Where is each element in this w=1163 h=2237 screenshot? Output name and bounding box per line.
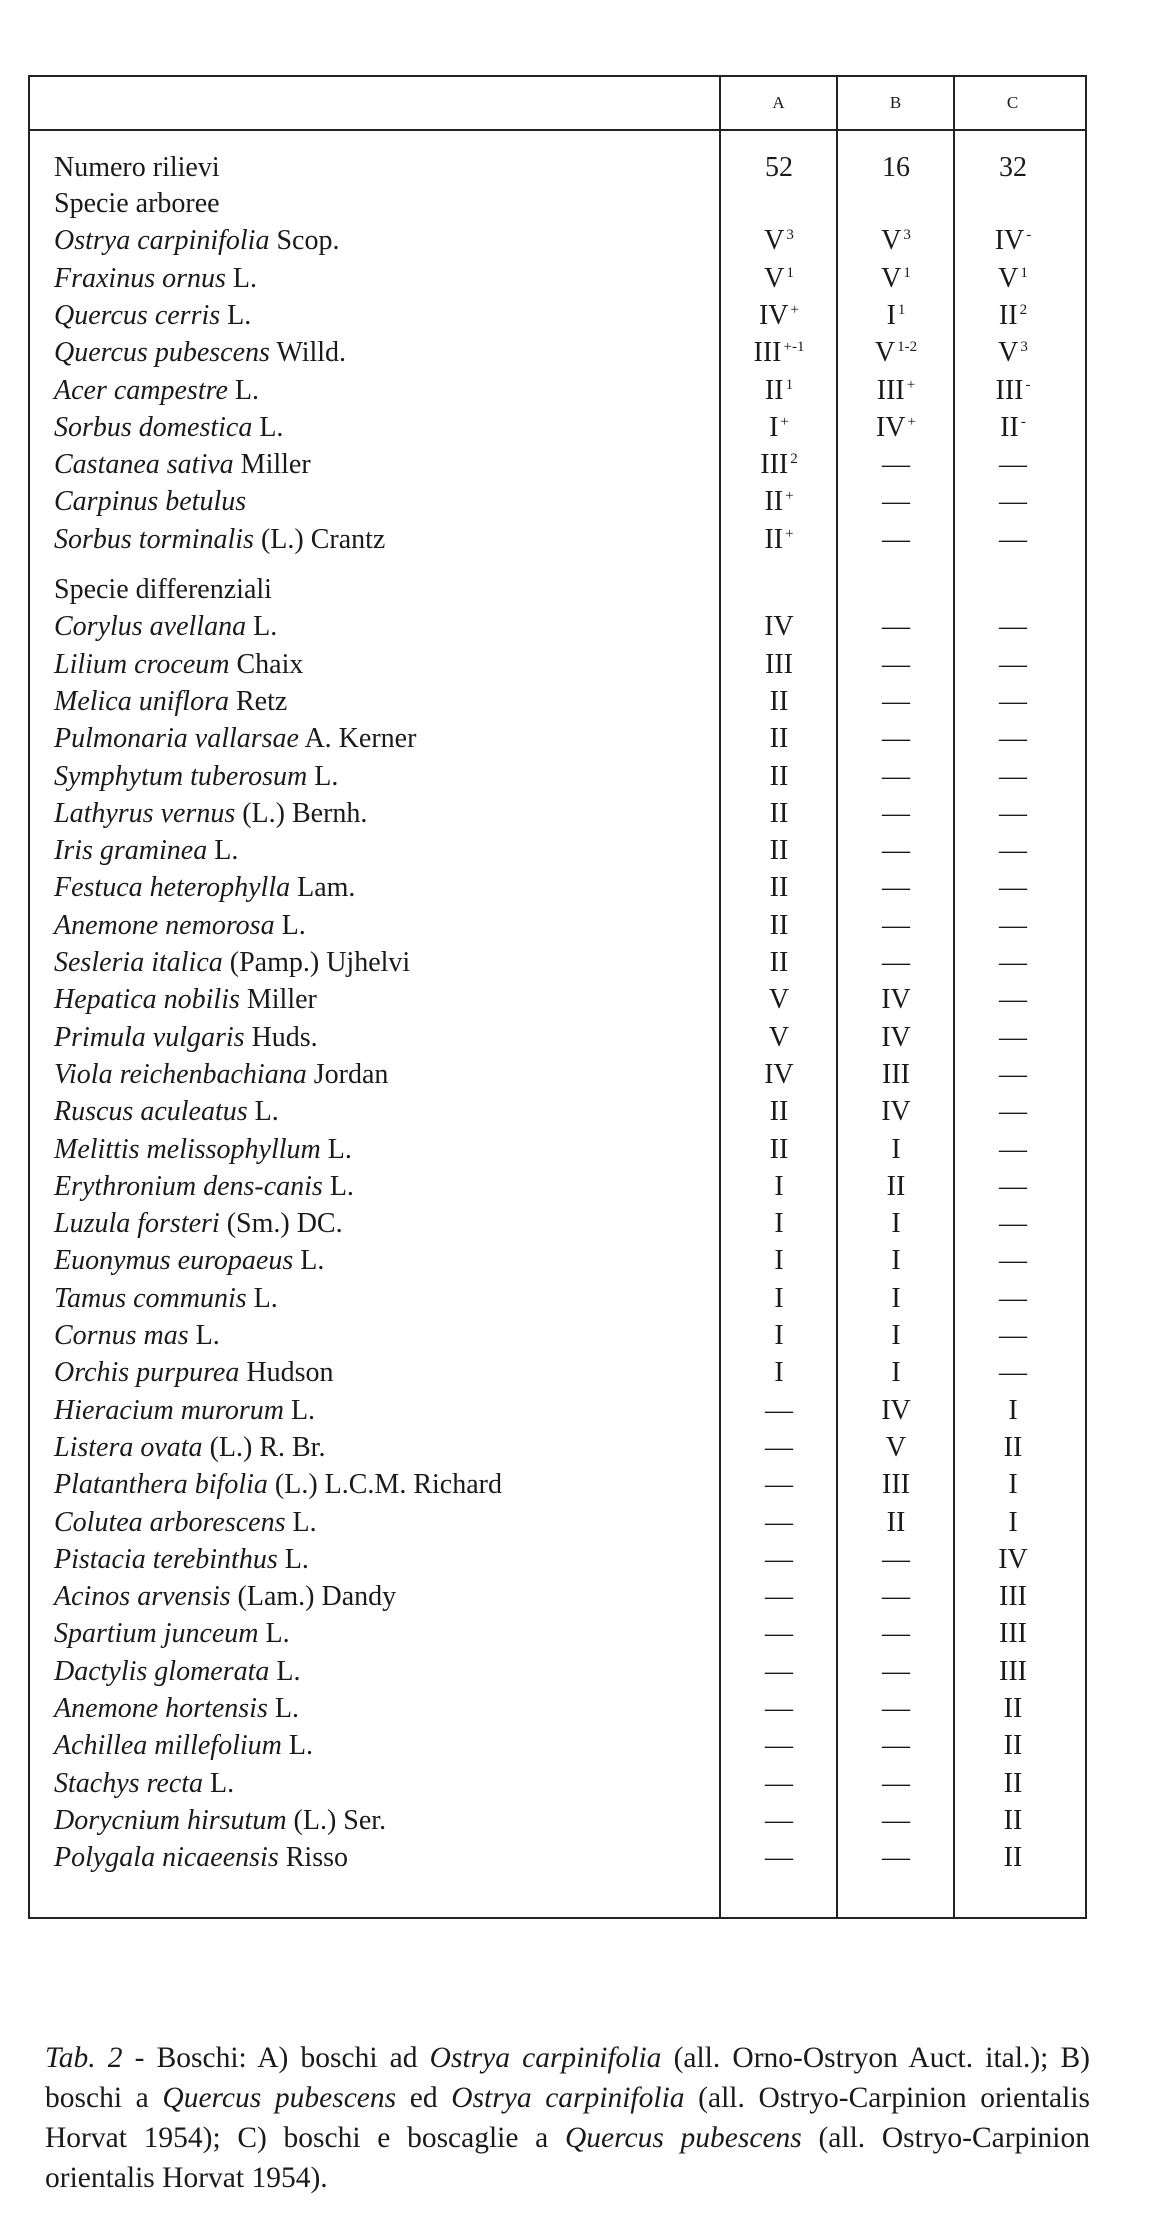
- species-name: Acer campestre L.: [54, 374, 260, 406]
- value-c: —: [999, 523, 1027, 555]
- species-name: Quercus pubescens Willd.: [54, 337, 347, 369]
- section-heading: [30, 185, 1085, 222]
- table-row: [30, 222, 1085, 259]
- table-row: [30, 758, 1085, 795]
- table-row: [30, 1280, 1085, 1317]
- value-a: —: [765, 1394, 793, 1426]
- value-a: —: [765, 1767, 793, 1799]
- value-a: I +: [769, 411, 789, 443]
- count-b: 16: [882, 152, 910, 183]
- value-b: —: [882, 486, 910, 518]
- value-c: V $^3$: [998, 337, 1028, 369]
- caption-text: (all. Orno-Ostryon Auct. ital.); B) boschi a: [45, 2042, 1090, 2114]
- species-name: Anemone nemorosa L.: [54, 909, 306, 941]
- value-a: II +: [764, 523, 794, 555]
- value-b: V $^1$: [881, 262, 911, 294]
- value-c: I: [1008, 1394, 1018, 1426]
- value-b: —: [882, 1804, 910, 1836]
- table-row: [30, 907, 1085, 944]
- value-a: III $^2$: [760, 449, 798, 481]
- table-row: [30, 1653, 1085, 1690]
- value-a: —: [765, 1804, 793, 1836]
- value-b: II: [886, 1506, 906, 1538]
- caption-text: (all. Ostryo-Carpinion orientalis Horvat 1954).: [45, 2122, 1090, 2194]
- value-b: I $^1$: [886, 299, 906, 331]
- value-b: —: [882, 685, 910, 717]
- value-b: IV: [881, 984, 911, 1016]
- value-a: I: [774, 1245, 784, 1277]
- species-name: Iris graminea L.: [54, 835, 239, 867]
- table-row: [30, 795, 1085, 832]
- value-c: —: [999, 760, 1027, 792]
- table-row: [30, 1615, 1085, 1652]
- value-a: V $^3$: [764, 225, 794, 257]
- table-row: [30, 1056, 1085, 1093]
- value-c: —: [999, 611, 1027, 643]
- value-a: II: [769, 872, 789, 904]
- table-row: [30, 297, 1085, 334]
- value-a: II: [769, 797, 789, 829]
- species-name: Hieracium murorum L.: [54, 1394, 316, 1426]
- value-a: IV: [764, 611, 794, 643]
- table-row: [30, 1131, 1085, 1168]
- table-row: [30, 608, 1085, 645]
- value-b: IV: [881, 1021, 911, 1053]
- species-name: Erythronium dens-canis L.: [54, 1170, 354, 1202]
- table-row: [30, 446, 1085, 483]
- value-c: III: [999, 1655, 1027, 1687]
- table-row: [30, 683, 1085, 720]
- value-a: I: [774, 1320, 784, 1351]
- column-header-b: B: [889, 93, 903, 112]
- species-name: Lilium croceum Chaix: [54, 648, 304, 680]
- value-c: III -: [995, 374, 1031, 406]
- value-a: II: [769, 909, 789, 941]
- value-c: II: [1003, 1693, 1023, 1724]
- value-b: V: [885, 1431, 907, 1463]
- value-b: —: [882, 909, 910, 941]
- value-b: I: [891, 1208, 901, 1240]
- caption-italic: Ostrya carpinifolia: [451, 2082, 685, 2114]
- value-b: —: [882, 1693, 910, 1724]
- value-a: II $^1$: [764, 374, 794, 406]
- table-row: [30, 1504, 1085, 1541]
- species-name: Pulmonaria vallarsae A. Kerner: [54, 723, 417, 755]
- caption-text: - Boschi: A) boschi ad: [122, 2042, 430, 2074]
- table-row: [30, 521, 1085, 558]
- value-c: II: [1003, 1431, 1023, 1463]
- value-a: I: [774, 1208, 784, 1240]
- table-row: [30, 869, 1085, 906]
- species-name: Melica uniflora Retz: [54, 685, 288, 717]
- count-row: [30, 149, 1085, 186]
- table-row: [30, 1802, 1085, 1839]
- value-b: I: [891, 1133, 901, 1165]
- value-a: —: [765, 1543, 793, 1575]
- species-name: Symphytum tuberosum L.: [54, 760, 339, 792]
- species-name: Viola reichenbachiana Jordan: [54, 1058, 389, 1090]
- value-b: —: [882, 872, 910, 904]
- value-a: —: [765, 1730, 793, 1762]
- species-name: Polygala nicaeensis Risso: [54, 1842, 348, 1874]
- value-c: —: [999, 1021, 1027, 1053]
- value-b: IV: [881, 1394, 911, 1426]
- value-a: —: [765, 1655, 793, 1687]
- value-c: —: [999, 685, 1027, 717]
- value-a: —: [765, 1618, 793, 1650]
- species-name: Hepatica nobilis Miller: [54, 984, 317, 1016]
- value-a: V: [768, 984, 790, 1016]
- value-b: —: [882, 449, 910, 481]
- value-c: —: [999, 723, 1027, 755]
- value-c: —: [999, 872, 1027, 904]
- species-name: Cornus mas L.: [54, 1320, 220, 1351]
- table-row: [30, 1168, 1085, 1205]
- table-caption: [45, 2038, 1090, 2198]
- table-row: [30, 1242, 1085, 1279]
- caption-italic: Quercus pubescens: [162, 2082, 397, 2114]
- value-c: III: [999, 1618, 1027, 1650]
- table-row: [30, 1578, 1085, 1615]
- table-row: [30, 1839, 1085, 1876]
- value-c: —: [999, 648, 1027, 680]
- table-row: [30, 944, 1085, 981]
- value-a: IV: [764, 1058, 794, 1090]
- species-table: [28, 75, 1087, 1919]
- value-c: —: [999, 1208, 1027, 1240]
- table-row: [30, 832, 1085, 869]
- value-c: —: [999, 1357, 1027, 1389]
- value-b: —: [882, 1543, 910, 1575]
- species-name: Tamus communis L.: [54, 1282, 278, 1314]
- value-c: —: [999, 909, 1027, 941]
- species-name: Pistacia terebinthus L.: [54, 1543, 309, 1575]
- caption-italic: Ostrya carpinifolia: [429, 2042, 662, 2074]
- caption-italic: Tab. 2: [45, 2042, 123, 2074]
- species-name: Acinos arvensis (Lam.) Dandy: [54, 1581, 397, 1613]
- species-name: Ostrya carpinifolia Scop.: [54, 225, 340, 257]
- value-b: III +: [876, 374, 916, 406]
- species-name: Primula vulgaris Huds.: [54, 1021, 318, 1053]
- caption-text: (all. Ostryo-Carpinion orientalis Horvat 1954); C) boschi e boscaglie a: [45, 2082, 1090, 2154]
- species-name: Sorbus torminalis (L.) Crantz: [54, 523, 386, 555]
- value-a: I: [774, 1170, 784, 1202]
- species-name: Stachys recta L.: [54, 1767, 235, 1799]
- value-b: —: [882, 523, 910, 555]
- species-name: Spartium junceum L.: [54, 1618, 290, 1650]
- value-c: —: [999, 1320, 1027, 1351]
- column-header-a: A: [772, 93, 786, 112]
- table-row: [30, 1727, 1085, 1764]
- section-heading: [30, 571, 1085, 608]
- value-a: II: [769, 1096, 789, 1128]
- value-c: III: [999, 1581, 1027, 1613]
- value-a: I: [774, 1282, 784, 1314]
- table-row: [30, 1317, 1085, 1354]
- species-name: Dactylis glomerata L.: [54, 1655, 301, 1687]
- species-name: Euonymus europaeus L.: [54, 1245, 325, 1277]
- table-row: [30, 1019, 1085, 1056]
- species-name: Luzula forsteri (Sm.) DC.: [54, 1208, 343, 1240]
- value-a: —: [765, 1842, 793, 1874]
- value-a: II +: [764, 486, 794, 518]
- value-a: V $^1$: [764, 262, 794, 294]
- species-name: Listera ovata (L.) R. Br.: [54, 1431, 326, 1463]
- caption-text: ed: [396, 2082, 452, 2114]
- value-b: —: [882, 648, 910, 680]
- caption-italic: Quercus pubescens: [564, 2122, 802, 2154]
- value-a: —: [765, 1693, 793, 1724]
- value-b: —: [882, 611, 910, 643]
- value-a: II: [769, 835, 789, 867]
- species-name: Achillea millefolium L.: [54, 1730, 313, 1762]
- value-b: —: [882, 835, 910, 867]
- value-c: —: [999, 947, 1027, 978]
- table-row: [30, 646, 1085, 683]
- value-c: —: [999, 486, 1027, 518]
- section-title: Specie arboree: [54, 188, 220, 219]
- value-c: IV -: [994, 225, 1032, 257]
- value-b: —: [882, 723, 910, 755]
- column-header-c: C: [1006, 93, 1020, 112]
- table-row: [30, 1765, 1085, 1802]
- value-c: —: [999, 1170, 1027, 1202]
- species-name: Corylus avellana L.: [54, 611, 278, 643]
- table-row: [30, 1392, 1085, 1429]
- value-a: III $^{+-1}$: [753, 337, 805, 369]
- value-c: II: [1003, 1842, 1023, 1874]
- value-b: —: [882, 1767, 910, 1799]
- value-a: —: [765, 1431, 793, 1463]
- value-b: IV +: [875, 411, 916, 443]
- value-c: II: [1003, 1767, 1023, 1799]
- value-b: III: [882, 1058, 910, 1090]
- value-c: —: [999, 1282, 1027, 1314]
- value-a: —: [765, 1469, 793, 1501]
- value-b: —: [882, 1618, 910, 1650]
- value-c: —: [999, 1058, 1027, 1090]
- table-row: [30, 334, 1085, 371]
- species-name: Orchis purpurea Hudson: [54, 1357, 334, 1389]
- species-name: Lathyrus vernus (L.) Bernh.: [54, 797, 368, 829]
- species-name: Fraxinus ornus L.: [54, 262, 258, 294]
- value-b: I: [891, 1245, 901, 1277]
- species-name: Sesleria italica (Pamp.) Ujhelvi: [54, 947, 411, 978]
- value-b: I: [891, 1357, 901, 1389]
- species-name: Colutea arborescens L.: [54, 1506, 317, 1538]
- table-row: [30, 483, 1085, 520]
- value-c: —: [999, 1245, 1027, 1277]
- value-c: V $^1$: [998, 262, 1028, 294]
- value-b: V $^3$: [881, 225, 911, 257]
- value-c: I: [1008, 1469, 1018, 1501]
- value-c: II $^2$: [998, 299, 1028, 331]
- value-a: V: [768, 1021, 790, 1053]
- value-b: IV: [881, 1096, 911, 1128]
- table-row: [30, 981, 1085, 1018]
- value-a: —: [765, 1506, 793, 1538]
- value-c: II -: [1000, 411, 1026, 443]
- table-row: [30, 1093, 1085, 1130]
- value-c: —: [999, 797, 1027, 829]
- section-title: Specie differenziali: [54, 574, 272, 605]
- value-c: —: [999, 984, 1027, 1016]
- value-b: —: [882, 1842, 910, 1874]
- table-row: [30, 1541, 1085, 1578]
- table-row: [30, 409, 1085, 446]
- value-c: II: [1003, 1804, 1023, 1836]
- table-row: [30, 1205, 1085, 1242]
- table-row: [30, 260, 1085, 297]
- species-name: Platanthera bifolia (L.) L.C.M. Richard: [54, 1469, 502, 1501]
- count-label: Numero rilievi: [54, 152, 220, 183]
- species-name: Sorbus domestica L.: [54, 411, 284, 443]
- value-a: III: [765, 648, 793, 680]
- table-row: [30, 1466, 1085, 1503]
- species-name: Castanea sativa Miller: [54, 449, 311, 481]
- count-a: 52: [765, 152, 793, 183]
- value-b: —: [882, 1730, 910, 1762]
- value-c: I: [1008, 1506, 1018, 1538]
- value-a: II: [769, 685, 789, 717]
- table-row: [30, 1429, 1085, 1466]
- table-row: [30, 372, 1085, 409]
- species-name: Quercus cerris L.: [54, 299, 252, 331]
- value-b: V $^{1-2}$: [874, 337, 918, 369]
- table-row: [30, 720, 1085, 757]
- count-c: 32: [999, 152, 1027, 183]
- species-name: Carpinus betulus: [54, 486, 247, 518]
- value-a: II: [769, 723, 789, 755]
- value-b: II: [886, 1170, 906, 1202]
- species-name: Anemone hortensis L.: [54, 1693, 299, 1724]
- species-name: Ruscus aculeatus L.: [54, 1096, 279, 1128]
- value-c: —: [999, 449, 1027, 481]
- value-a: IV +: [758, 299, 799, 331]
- table-row: [30, 1690, 1085, 1727]
- value-c: —: [999, 1133, 1027, 1165]
- value-a: II: [769, 760, 789, 792]
- table-row: [30, 1354, 1085, 1391]
- value-a: II: [769, 1133, 789, 1165]
- value-b: III: [882, 1469, 910, 1501]
- value-c: —: [999, 1096, 1027, 1128]
- value-c: II: [1003, 1730, 1023, 1762]
- value-b: —: [882, 1655, 910, 1687]
- species-name: Festuca heterophylla Lam.: [54, 872, 356, 904]
- value-a: I: [774, 1357, 784, 1389]
- value-c: IV: [998, 1543, 1028, 1575]
- species-name: Melittis melissophyllum L.: [54, 1133, 352, 1165]
- value-b: —: [882, 797, 910, 829]
- value-a: II: [769, 947, 789, 978]
- value-b: —: [882, 760, 910, 792]
- value-b: —: [882, 1581, 910, 1613]
- value-b: —: [882, 947, 910, 978]
- value-a: —: [765, 1581, 793, 1613]
- value-c: —: [999, 835, 1027, 867]
- species-name: Dorycnium hirsutum (L.) Ser.: [54, 1804, 387, 1836]
- value-b: I: [891, 1282, 901, 1314]
- header-divider: [30, 129, 1085, 131]
- value-b: I: [891, 1320, 901, 1351]
